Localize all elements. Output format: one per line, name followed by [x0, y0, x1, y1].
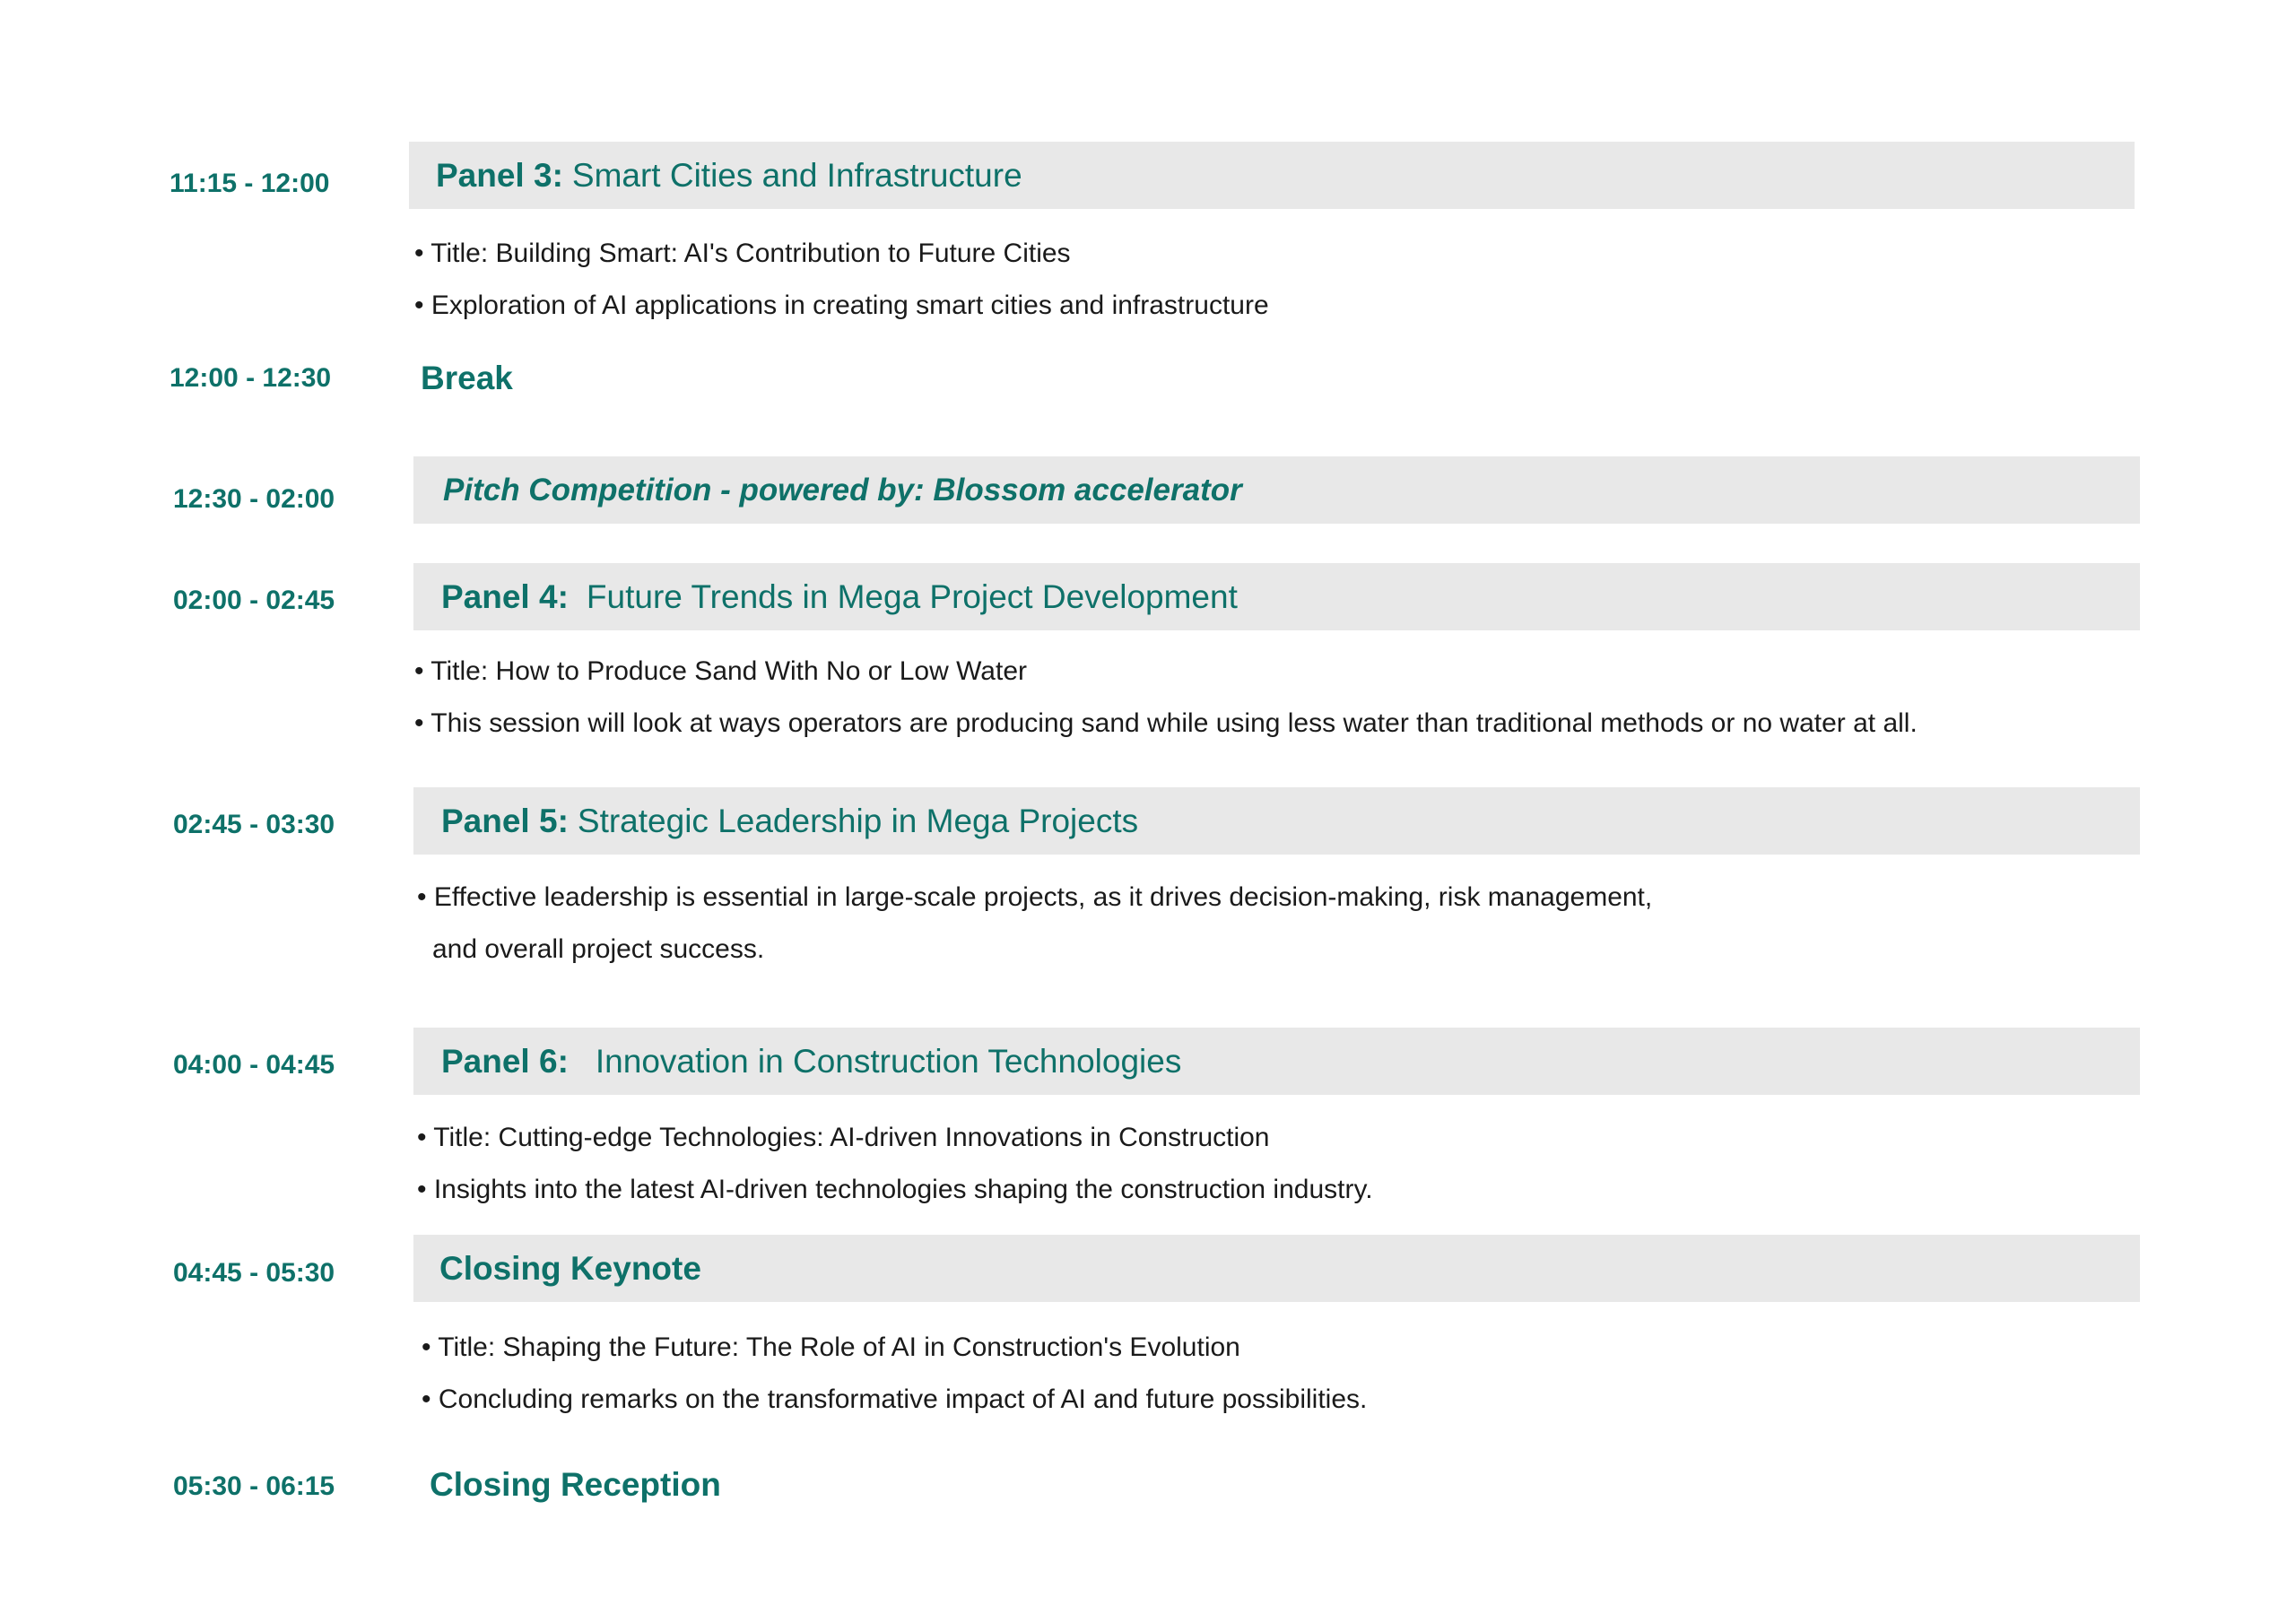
panel-subject: Smart Cities and Infrastructure: [571, 156, 1022, 194]
keynote-heading: Closing Keynote: [439, 1249, 701, 1287]
session-bullet: • Title: Building Smart: AI's Contribution to Future Cities: [414, 239, 1071, 268]
pitch-title: Pitch Competition - powered by: Blossom accelerator: [443, 472, 1242, 508]
panel-subject: Innovation in Construction Technologies: [595, 1042, 1182, 1080]
panel-subject: Strategic Leadership in Mega Projects: [577, 802, 1139, 839]
session-bullet: • Exploration of AI applications in creating smart cities and infrastructure: [414, 291, 1269, 320]
panel-subject: Future Trends in Mega Project Development: [586, 577, 1238, 615]
session-time: 02:00 - 02:45: [173, 586, 335, 615]
session-bullet: • Concluding remarks on the transformative impact of AI and future possibilities.: [422, 1384, 1368, 1414]
session-bullet: • Title: How to Produce Sand With No or Low Water: [414, 656, 1027, 686]
session-time: 04:00 - 04:45: [173, 1050, 335, 1080]
panel-label: Panel 4:: [441, 577, 569, 615]
panel-label: Panel 5:: [441, 802, 569, 839]
session-header-panel-6: [413, 1028, 2140, 1095]
session-time: 12:00 - 12:30: [170, 363, 332, 393]
session-header-panel-3: [409, 142, 2135, 209]
session-bullet: • Effective leadership is essential in large-scale projects, as it drives decision-making, risk management,: [417, 882, 1653, 912]
session-time: 11:15 - 12:00: [170, 169, 330, 198]
session-header-panel-4: [413, 563, 2140, 630]
session-time: 05:30 - 06:15: [173, 1471, 335, 1501]
session-bullet: • Title: Cutting-edge Technologies: AI-driven Innovations in Construction: [417, 1123, 1270, 1152]
break-heading: Break: [421, 360, 513, 396]
session-time: 04:45 - 05:30: [173, 1258, 335, 1288]
session-bullet: and overall project success.: [432, 934, 765, 964]
closing-reception-heading: Closing Reception: [430, 1466, 721, 1503]
session-bullet: • This session will look at ways operators are producing sand while using less water than traditional methods or no water at all.: [414, 708, 1918, 738]
panel-label: Panel 3:: [436, 156, 563, 194]
session-bullet: • Title: Shaping the Future: The Role of AI in Construction's Evolution: [422, 1332, 1240, 1362]
session-header-closing-keynote: [413, 1235, 2140, 1302]
session-header-panel-5: [413, 787, 2140, 855]
session-bullet: • Insights into the latest AI-driven technologies shaping the construction industry.: [417, 1175, 1373, 1204]
session-header-pitch-competition: [413, 456, 2140, 524]
session-time: 02:45 - 03:30: [173, 810, 335, 839]
session-time: 12:30 - 02:00: [173, 484, 335, 514]
panel-label: Panel 6:: [441, 1042, 569, 1080]
